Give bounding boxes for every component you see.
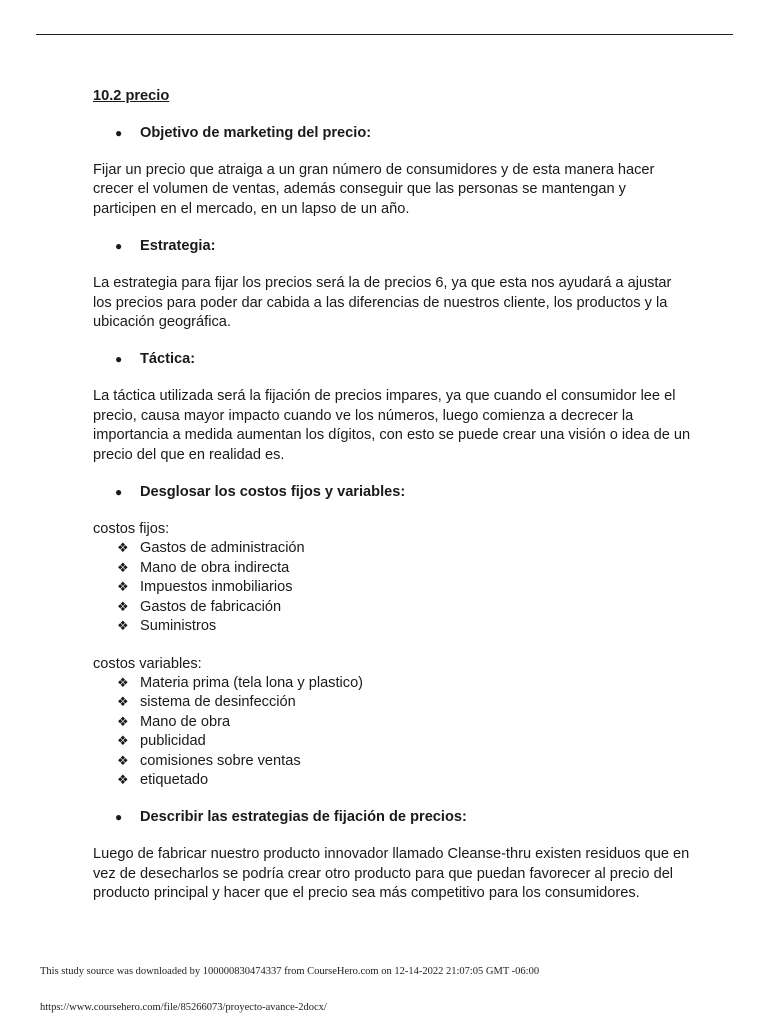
download-notice: This study source was downloaded by 100000830474337 from CourseHero.com on 12-14-2022 21:07:05 GMT -06:00 <box>40 966 540 977</box>
bullet-icon: ● <box>115 485 123 500</box>
list-item-text: sistema de desinfección <box>140 694 296 711</box>
list-item <box>93 732 693 751</box>
heading-costs <box>93 483 693 502</box>
list-item <box>93 578 693 597</box>
bullet-icon: ● <box>115 810 123 825</box>
heading-pricing-strategies-text: Describir las estrategias de fijación de precios: <box>140 809 467 826</box>
list-item-text: Gastos de administración <box>140 540 305 557</box>
section-title: 10.2 precio <box>93 88 170 104</box>
heading-objective-text: Objetivo de marketing del precio: <box>140 125 372 141</box>
fixed-costs-label: costos fijos: <box>93 521 170 538</box>
fixed-costs-list <box>93 539 693 636</box>
top-rule <box>36 34 733 35</box>
bullet-icon: ● <box>115 126 123 140</box>
heading-objective <box>93 124 693 143</box>
list-item <box>93 771 693 790</box>
heading-pricing-strategies <box>93 808 693 827</box>
paragraph-tactic: La táctica utilizada será la fijación de precios impares, ya que cuando el consumidor lee el precio, causa mayor impacto cuando ve los números, luego comienza a decrecer la importancia a medida aumentan los dígitos, con esto se puede crear una visión o idea de un precio del que en realidad es. <box>93 388 691 463</box>
variable-costs-list <box>93 674 693 790</box>
list-item <box>93 559 693 578</box>
bullet-icon: ● <box>115 352 123 367</box>
list-item <box>93 539 693 558</box>
list-item <box>93 598 693 617</box>
heading-tactic-text: Táctica: <box>140 351 196 368</box>
list-item-text: comisiones sobre ventas <box>140 752 301 769</box>
list-item-text: Materia prima (tela lona y plastico) <box>140 674 364 691</box>
heading-strategy-text: Estrategia: <box>140 238 216 255</box>
diamond-bullet-icon: ❖ <box>117 560 129 576</box>
list-item-text: etiquetado <box>140 771 209 788</box>
diamond-bullet-icon: ❖ <box>117 714 129 730</box>
diamond-bullet-icon: ❖ <box>117 734 129 750</box>
paragraph-pricing-strategies: Luego de fabricar nuestro producto innovador llamado Cleanse-thru existen residuos que en vez de desecharlos se podría crear otro producto para que puedan favorecer al precio del producto principal y hacer que el precio sea más competitivo para los consumidores. <box>93 846 690 902</box>
paragraph-strategy: La estrategia para fijar los precios será la de precios 6, ya que esta nos ayudará a ajustar los precios para poder dar cabida a las diferencias de nuestros cliente, los productos y la ubicación geográfica. <box>93 275 672 331</box>
diamond-bullet-icon: ❖ <box>117 599 129 615</box>
diamond-bullet-icon: ❖ <box>117 753 129 769</box>
list-item <box>93 752 693 771</box>
list-item-text: publicidad <box>140 733 206 750</box>
variable-costs-label: costos variables: <box>93 655 202 672</box>
bullet-icon: ● <box>115 239 123 254</box>
heading-tactic <box>93 350 693 369</box>
document-page <box>93 87 693 904</box>
diamond-bullet-icon: ❖ <box>117 541 129 557</box>
diamond-bullet-icon: ❖ <box>117 675 129 691</box>
list-item-text: Suministros <box>140 618 217 635</box>
diamond-bullet-icon: ❖ <box>117 619 129 635</box>
list-item-text: Gastos de fabricación <box>140 598 282 615</box>
list-item-text: Mano de obra indirecta <box>140 559 290 576</box>
source-url[interactable]: https://www.coursehero.com/file/85266073/proyecto-avance-2docx/ <box>40 1002 327 1013</box>
diamond-bullet-icon: ❖ <box>117 772 129 788</box>
list-item-text: Mano de obra <box>140 713 231 730</box>
diamond-bullet-icon: ❖ <box>117 580 129 596</box>
list-item <box>93 693 693 712</box>
list-item <box>93 713 693 732</box>
list-item-text: Impuestos inmobiliarios <box>140 579 293 596</box>
list-item <box>93 617 693 636</box>
heading-strategy <box>93 237 693 256</box>
paragraph-objective: Fijar un precio que atraiga a un gran número de consumidores y de esta manera hacer crecer el volumen de ventas, además conseguir que las personas se mantengan y participen en el mercado, en un lapso de un año. <box>93 162 655 217</box>
diamond-bullet-icon: ❖ <box>117 695 129 711</box>
list-item <box>93 674 693 693</box>
heading-costs-text: Desglosar los costos fijos y variables: <box>140 484 406 501</box>
